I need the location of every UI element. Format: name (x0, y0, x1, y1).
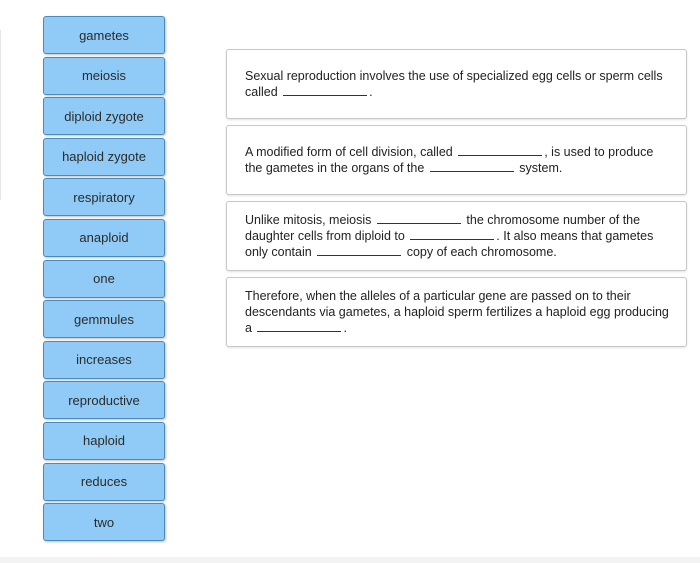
statement-list (226, 49, 687, 347)
word-chip-gemmules[interactable]: gemmules (43, 300, 165, 338)
answer-blank-1[interactable] (283, 85, 367, 96)
word-chip-respiratory[interactable]: respiratory (43, 178, 165, 216)
word-chip-one[interactable]: one (43, 260, 165, 298)
word-chip-gametes[interactable]: gametes (43, 16, 165, 54)
statement-text-1: Sexual reproduction involves the use of specialized egg cells or sperm cells called . (245, 69, 663, 99)
word-chip-increases[interactable]: increases (43, 341, 165, 379)
word-chip-reduces[interactable]: reduces (43, 463, 165, 501)
word-chip-reproductive[interactable]: reproductive (43, 381, 165, 419)
answer-blank-2[interactable] (458, 145, 542, 156)
statement-text-3: Unlike mitosis, meiosis the chromosome number of the daughter cells from diploid to . It also means that gametes only contain copy of each chromosome. (245, 213, 654, 259)
answer-blank-3[interactable] (430, 161, 514, 172)
statement-text-2: A modified form of cell division, called , is used to produce the gametes in the organs of the system. (245, 145, 654, 175)
word-chip-haploid[interactable]: haploid (43, 422, 165, 460)
word-chip-diploid-zygote[interactable]: diploid zygote (43, 97, 165, 135)
statement-text-4: Therefore, when the alleles of a particular gene are passed on to their descendants via gametes, a haploid sperm fertilizes a haploid egg producing a . (245, 289, 669, 335)
statement-card-2 (226, 125, 687, 195)
statement-card-1 (226, 49, 687, 119)
word-chip-haploid-zygote[interactable]: haploid zygote (43, 138, 165, 176)
word-chip-meiosis[interactable]: meiosis (43, 57, 165, 95)
answer-blank-6[interactable] (317, 245, 401, 256)
statement-card-4 (226, 277, 687, 347)
word-chip-two[interactable]: two (43, 503, 165, 541)
answer-blank-7[interactable] (257, 321, 341, 332)
statement-card-3 (226, 201, 687, 271)
left-edge-divider (0, 30, 1, 200)
word-chip-anaploid[interactable]: anaploid (43, 219, 165, 257)
answer-blank-4[interactable] (377, 213, 461, 224)
bottom-divider (0, 557, 700, 563)
answer-blank-5[interactable] (410, 229, 494, 240)
word-bank (43, 16, 165, 544)
